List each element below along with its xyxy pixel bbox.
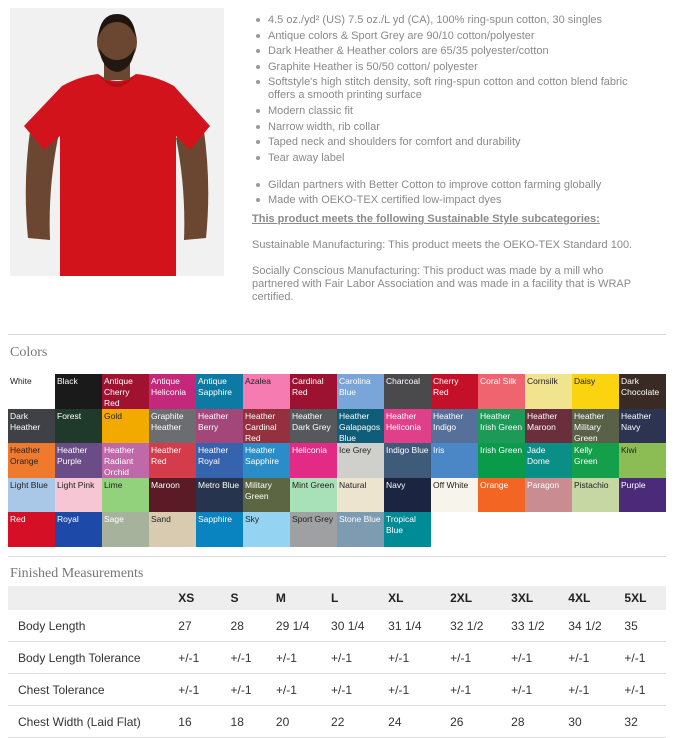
color-swatch[interactable]: Heather Galapagos Blue [337, 409, 384, 444]
measurement-value: +/-1 [231, 642, 276, 674]
color-swatch[interactable]: Jade Dome [525, 443, 572, 478]
color-swatch[interactable]: Off White [431, 478, 478, 513]
measurements-section-title: Finished Measurements [10, 566, 144, 581]
color-swatch[interactable]: Antique Cherry Red [102, 374, 149, 409]
measurement-value: 28 [231, 610, 276, 642]
color-swatch[interactable]: Heather Purple [55, 443, 102, 478]
color-swatch[interactable]: Indigo Blue [384, 443, 431, 478]
color-swatch[interactable]: Tropical Blue [384, 512, 431, 547]
measurement-row [8, 674, 666, 706]
measurement-value: +/-1 [568, 674, 624, 706]
color-swatch[interactable]: Kelly Green [572, 443, 619, 478]
color-swatch-grid [8, 374, 666, 547]
color-swatch[interactable]: Royal [55, 512, 102, 547]
measurement-value: 18 [231, 706, 276, 738]
color-swatch[interactable]: White [8, 374, 55, 409]
color-swatch[interactable]: Stone Blue [337, 512, 384, 547]
color-swatch[interactable]: Forest [55, 409, 102, 444]
color-swatch[interactable]: Dark Chocolate [619, 374, 666, 409]
color-swatch[interactable]: Graphite Heather [149, 409, 196, 444]
color-swatch[interactable]: Heather Irish Green [478, 409, 525, 444]
measurement-row [8, 706, 666, 738]
color-swatch[interactable]: Navy [384, 478, 431, 513]
size-header: XS [178, 591, 195, 605]
measurement-value: 29 1/4 [276, 610, 331, 642]
color-swatch[interactable]: Daisy [572, 374, 619, 409]
measurement-label: Chest Width (Laid Flat) [8, 706, 178, 738]
color-swatch[interactable]: Military Green [243, 478, 290, 513]
sustainable-style-heading: This product meets the following Sustainable Style subcategories: [252, 213, 600, 226]
feature-item: Made with OEKO-TEX certified low-impact dyes [252, 194, 647, 207]
size-header: S [230, 591, 239, 605]
measurement-value: 33 1/2 [511, 610, 568, 642]
measurement-value: 32 1/2 [450, 610, 511, 642]
feature-list-sustainability [252, 179, 647, 208]
measurement-value: +/-1 [450, 674, 511, 706]
color-swatch[interactable]: Lime [102, 478, 149, 513]
measurement-value: +/-1 [450, 642, 511, 674]
color-swatch[interactable]: Heather Royal [196, 443, 243, 478]
measurement-label: Body Length Tolerance [8, 642, 178, 674]
color-swatch[interactable]: Heather Military Green [572, 409, 619, 444]
color-swatch[interactable]: Heather Berry [196, 409, 243, 444]
colors-section-title: Colors [10, 345, 48, 360]
color-swatch[interactable]: Heather Sapphire [243, 443, 290, 478]
measurement-value: +/-1 [178, 674, 230, 706]
color-swatch[interactable]: Sapphire [196, 512, 243, 547]
color-swatch[interactable]: Light Pink [55, 478, 102, 513]
product-features [252, 14, 647, 304]
color-swatch[interactable]: Heather Dark Grey [290, 409, 337, 444]
color-swatch[interactable]: Sand [149, 512, 196, 547]
color-swatch[interactable]: Heather Indigo [431, 409, 478, 444]
feature-item: Modern classic fit [252, 105, 647, 118]
color-swatch[interactable]: Pistachio [572, 478, 619, 513]
color-swatch[interactable]: Red [8, 512, 55, 547]
measurement-value: +/-1 [511, 674, 568, 706]
feature-item: Graphite Heather is 50/50 cotton/ polyester [252, 61, 647, 74]
measurement-value: 31 1/4 [388, 610, 450, 642]
measurement-label: Chest Tolerance [8, 674, 178, 706]
color-swatch[interactable]: Cornsilk [525, 374, 572, 409]
measurement-value: 22 [331, 706, 388, 738]
color-swatch[interactable]: Antique Sapphire [196, 374, 243, 409]
color-swatch[interactable]: Heather Maroon [525, 409, 572, 444]
color-swatch[interactable]: Heather Radiant Orchid [102, 443, 149, 478]
size-header: L [331, 591, 339, 605]
measurement-value: +/-1 [568, 642, 624, 674]
color-swatch[interactable]: Natural [337, 478, 384, 513]
measurements-table [8, 586, 666, 738]
feature-item: Dark Heather & Heather colors are 65/35 polyester/cotton [252, 45, 647, 58]
color-swatch[interactable]: Paragon [525, 478, 572, 513]
color-swatch[interactable]: Heliconia [290, 443, 337, 478]
color-swatch[interactable]: Heather Heliconia [384, 409, 431, 444]
feature-item: Narrow width, rib collar [252, 121, 647, 134]
feature-item: Antique colors & Sport Grey are 90/10 cotton/polyester [252, 30, 647, 43]
size-header-empty [8, 586, 178, 610]
measurement-value: +/-1 [231, 674, 276, 706]
color-swatch[interactable]: Iris [431, 443, 478, 478]
color-swatch[interactable]: Cardinal Red [290, 374, 337, 409]
feature-item: Softstyle's high stitch density, soft ring-spun cotton and cotton blend fabric offers a smooth printing surface [252, 76, 647, 102]
color-swatch[interactable]: Light Blue [8, 478, 55, 513]
color-swatch[interactable]: Heather Cardinal Red [243, 409, 290, 444]
measurement-value: 30 1/4 [331, 610, 388, 642]
sustainable-manufacturing-text: Sustainable Manufacturing: This product meets the OEKO-TEX Standard 100. [252, 239, 633, 252]
size-header: 3XL [511, 591, 534, 605]
color-swatch[interactable]: Carolina Blue [337, 374, 384, 409]
feature-item: Taped neck and shoulders for comfort and durability [252, 136, 647, 149]
color-swatch[interactable]: Sport Grey [290, 512, 337, 547]
socially-conscious-text: Socially Conscious Manufacturing: This product was made by a mill who partnered with Fair Labor Association and was made in a facility that is WRAP certified. [252, 265, 631, 304]
color-swatch[interactable]: Antique Heliconia [149, 374, 196, 409]
size-header: M [275, 591, 286, 605]
measurement-value: 24 [388, 706, 450, 738]
measurement-value: 30 [568, 706, 624, 738]
measurement-value: 16 [178, 706, 230, 738]
color-swatch[interactable]: Irish Green [478, 443, 525, 478]
measurement-value: +/-1 [388, 642, 450, 674]
color-swatch[interactable]: Cherry Red [431, 374, 478, 409]
measurement-value: +/-1 [178, 642, 230, 674]
measurement-value: +/-1 [624, 674, 666, 706]
divider [8, 334, 666, 335]
measurement-value: 35 [624, 610, 666, 642]
divider [8, 556, 666, 557]
measurement-row [8, 642, 666, 674]
color-swatch[interactable]: Orange [478, 478, 525, 513]
measurement-value: 20 [276, 706, 331, 738]
feature-list-primary [252, 14, 647, 165]
size-header: 2XL [450, 591, 473, 605]
measurement-value: +/-1 [331, 674, 388, 706]
measurement-value: 26 [450, 706, 511, 738]
color-swatch[interactable]: Kiwi [619, 443, 666, 478]
measurement-row [8, 610, 666, 642]
size-header: 4XL [568, 591, 591, 605]
model-wearing-red-tshirt [10, 8, 224, 276]
measurement-value: +/-1 [276, 674, 331, 706]
size-header-row [8, 586, 666, 610]
size-header: 5XL [624, 591, 647, 605]
color-swatch[interactable]: Sky [243, 512, 290, 547]
measurement-value: 28 [511, 706, 568, 738]
color-swatch[interactable]: Black [55, 374, 102, 409]
measurement-value: 34 1/2 [568, 610, 624, 642]
product-photo [10, 8, 224, 276]
size-header: XL [388, 591, 404, 605]
color-swatch[interactable]: Mint Green [290, 478, 337, 513]
color-swatch[interactable]: Sage [102, 512, 149, 547]
measurement-value: 27 [178, 610, 230, 642]
color-swatch[interactable]: Charcoal [384, 374, 431, 409]
measurement-label: Body Length [8, 610, 178, 642]
measurement-value: +/-1 [624, 642, 666, 674]
color-swatch[interactable]: Azalea [243, 374, 290, 409]
measurement-value: 32 [624, 706, 666, 738]
feature-item: Gildan partners with Better Cotton to improve cotton farming globally [252, 179, 647, 192]
feature-item: 4.5 oz./yd² (US) 7.5 oz./L yd (CA), 100% ring-spun cotton, 30 singles [252, 14, 647, 27]
color-swatch[interactable]: Maroon [149, 478, 196, 513]
color-swatch[interactable]: Gold [102, 409, 149, 444]
color-swatch[interactable]: Ice Grey [337, 443, 384, 478]
color-swatch[interactable]: Coral Silk [478, 374, 525, 409]
measurement-value: +/-1 [511, 642, 568, 674]
measurement-value: +/-1 [388, 674, 450, 706]
color-swatch[interactable]: Heather Navy [619, 409, 666, 444]
color-swatch[interactable]: Dark Heather [8, 409, 55, 444]
feature-item: Tear away label [252, 152, 647, 165]
color-swatch[interactable]: Heather Orange [8, 443, 55, 478]
color-swatch[interactable]: Metro Blue [196, 478, 243, 513]
color-swatch[interactable]: Heather Red [149, 443, 196, 478]
measurement-value: +/-1 [276, 642, 331, 674]
measurement-value: +/-1 [331, 642, 388, 674]
color-swatch[interactable]: Purple [619, 478, 666, 513]
